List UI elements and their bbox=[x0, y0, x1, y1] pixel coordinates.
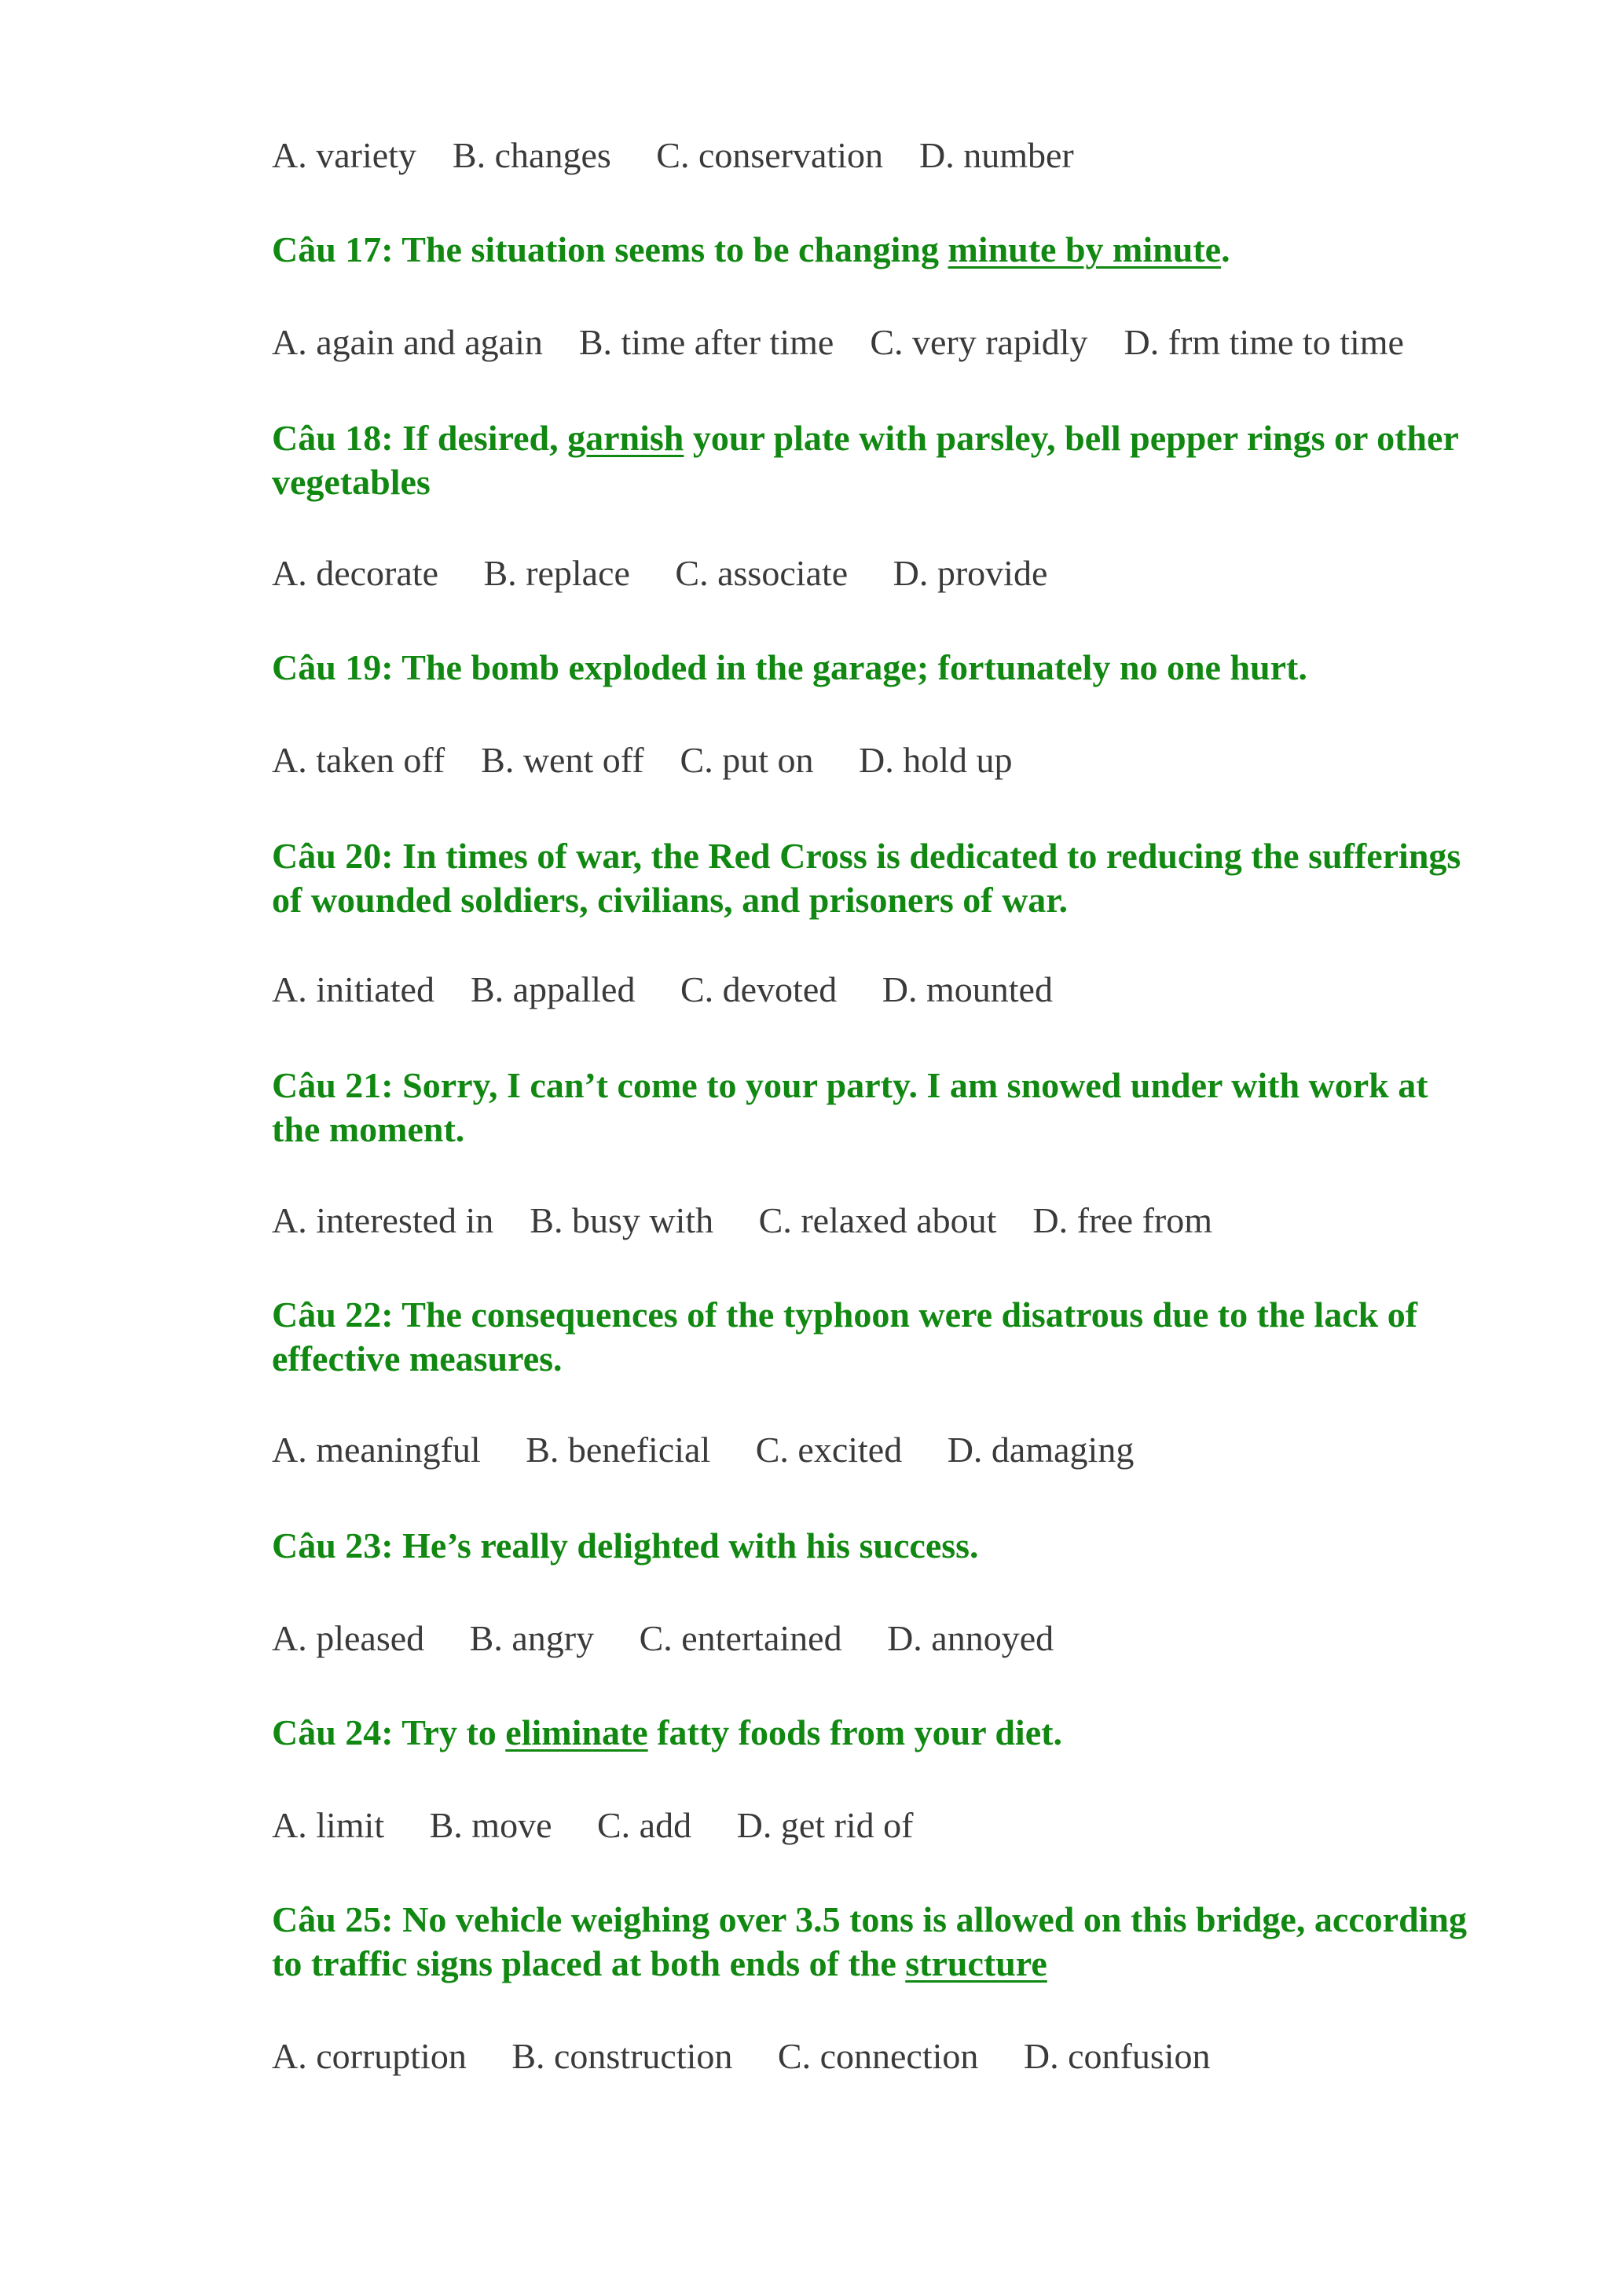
question-24: Câu 24: Try to eliminate fatty foods from your diet. bbox=[272, 1712, 1062, 1752]
question-21: Câu 21: Sorry, I can’t come to your party. I am snowed under with work at the moment. bbox=[272, 1065, 1428, 1149]
underlined-phrase: eliminate bbox=[505, 1712, 648, 1752]
question-18: Câu 18: If desired, garnish your plate with parsley, bell pepper rings or other vegetables bbox=[272, 418, 1459, 502]
answer-options: A. interested in B. busy with C. relaxed about D. free from bbox=[272, 1200, 1213, 1240]
answer-options: A. decorate B. replace C. associate D. provide bbox=[272, 553, 1048, 593]
answer-options: A. pleased B. angry C. entertained D. annoyed bbox=[272, 1618, 1054, 1658]
answer-options: A. again and again B. time after time C. very rapidly D. frm time to time bbox=[272, 322, 1404, 362]
underlined-phrase: garnish bbox=[567, 418, 684, 458]
underlined-phrase: structure bbox=[905, 1943, 1047, 1983]
question-23: Câu 23: He’s really delighted with his success. bbox=[272, 1525, 979, 1565]
question-22: Câu 22: The consequences of the typhoon were disatrous due to the lack of effective measures. bbox=[272, 1294, 1418, 1379]
question-19: Câu 19: The bomb exploded in the garage; fortunately no one hurt. bbox=[272, 647, 1307, 687]
answer-options: A. initiated B. appalled C. devoted D. mounted bbox=[272, 969, 1053, 1009]
answer-options: A. limit B. move C. add D. get rid of bbox=[272, 1805, 914, 1845]
underlined-phrase: minute by minute bbox=[948, 229, 1222, 269]
answer-options: A. taken off B. went off C. put on D. hold up bbox=[272, 740, 1013, 780]
answer-options: A. variety B. changes C. conservation D. number bbox=[272, 135, 1074, 175]
question-17: Câu 17: The situation seems to be changing minute by minute. bbox=[272, 229, 1230, 269]
question-20: Câu 20: In times of war, the Red Cross is dedicated to reducing the sufferings of wounded soldiers, civilians, and prisoners of war. bbox=[272, 836, 1461, 920]
answer-options: A. meaningful B. beneficial C. excited D. damaging bbox=[272, 1430, 1135, 1470]
answer-options: A. corruption B. construction C. connection D. confusion bbox=[272, 2036, 1211, 2076]
question-25: Câu 25: No vehicle weighing over 3.5 tons is allowed on this bridge, according to traffic signs placed at both ends of the structure bbox=[272, 1899, 1468, 1983]
